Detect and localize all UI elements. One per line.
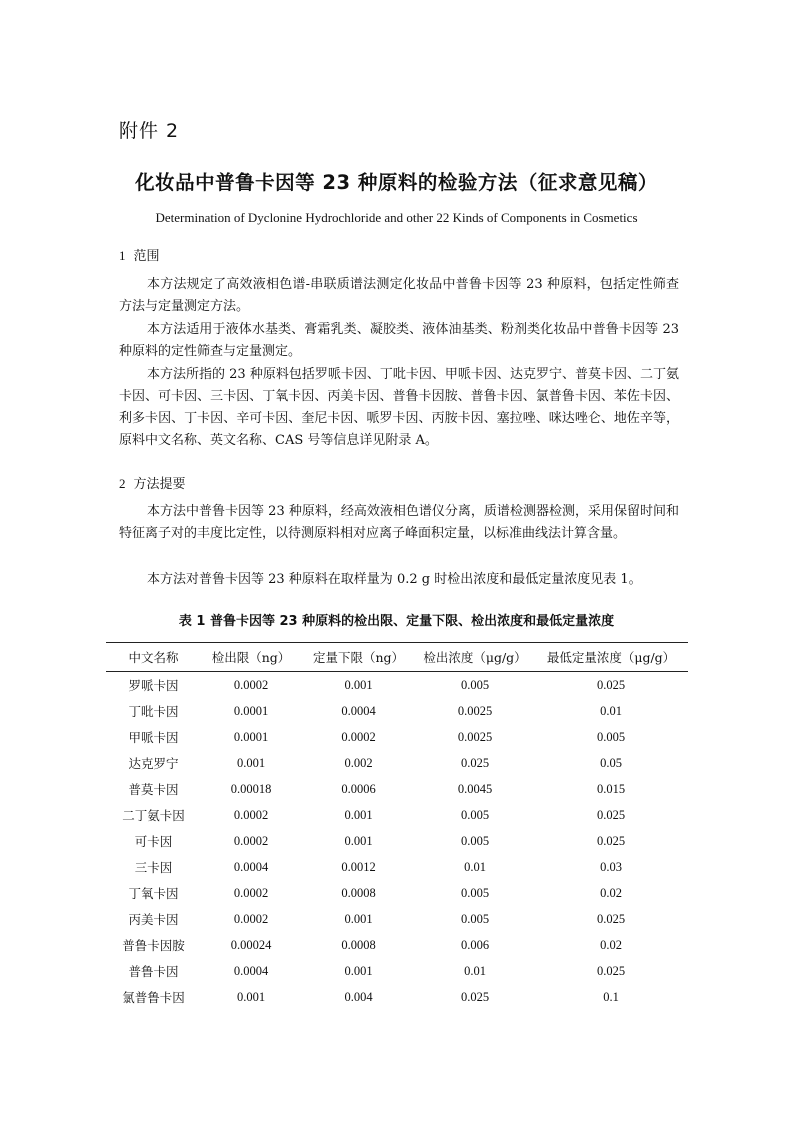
section-2-paragraph-2: 本方法对普鲁卡因等 23 种原料在取样量为 0.2 g 时检出浓度和最低定量浓度见表 1。 xyxy=(147,572,642,587)
cell-name: 普鲁卡因胺 xyxy=(122,938,185,953)
cell-name: 普莫卡因 xyxy=(128,782,179,797)
cell-loq: 0.0004 xyxy=(341,703,376,718)
cell-lod: 0.00024 xyxy=(230,937,272,952)
cell-loq: 0.001 xyxy=(344,963,373,978)
section-1-number: 1 xyxy=(119,248,126,263)
cell-detection-concentration: 0.01 xyxy=(464,963,486,978)
document-subtitle-english: Determination of Dyclonine Hydrochloride and other 22 Kinds of Components in Cosmetics xyxy=(155,210,638,225)
cell-min-quantitation-concentration: 0.025 xyxy=(596,677,626,692)
cell-name: 甲哌卡因 xyxy=(128,730,179,745)
cell-loq: 0.0012 xyxy=(341,859,376,874)
section-1-paragraph-2: 本方法适用于液体水基类、膏霜乳类、凝胶类、液体油基类、粉剂类化妆品中普鲁卡因等 23 种原料的定性筛查与定量测定。 xyxy=(119,322,679,359)
cell-min-quantitation-concentration: 0.02 xyxy=(600,885,622,900)
cell-loq: 0.001 xyxy=(344,677,373,692)
table-row xyxy=(106,776,688,802)
section-2-title: 方法提要 xyxy=(133,477,186,492)
column-header-detection-concentration: 检出浓度（μg/g） xyxy=(423,650,527,665)
cell-detection-concentration: 0.005 xyxy=(460,807,490,822)
section-1-paragraph-1: 本方法规定了高效液相色谱-串联质谱法测定化妆品中普鲁卡因等 23 种原料，包括定性筛查方法与定量测定方法。 xyxy=(119,277,679,314)
cell-detection-concentration: 0.005 xyxy=(460,885,490,900)
cell-loq: 0.001 xyxy=(344,911,373,926)
section-1-paragraph-3: 本方法所指的 23 种原料包括罗哌卡因、丁吡卡因、甲哌卡因、达克罗宁、普莫卡因、二丁氨卡因、可卡因、三卡因、丁氧卡因、丙美卡因、普鲁卡因胺、普鲁卡因、氯普鲁卡因、苯佐卡因、利多卡因、丁卡因、辛可卡因、奎尼卡因、哌罗卡因、丙胺卡因、塞拉唑、咪达唑仑、地佐辛等，原料中文名称、英文名称、CAS 号等信息详见附录 A。 xyxy=(119,367,679,448)
cell-name: 达克罗宁 xyxy=(128,756,179,771)
cell-loq: 0.0002 xyxy=(341,729,376,744)
cell-min-quantitation-concentration: 0.025 xyxy=(596,833,626,848)
cell-min-quantitation-concentration: 0.025 xyxy=(596,963,626,978)
column-header-name: 中文名称 xyxy=(128,650,179,665)
section-1-title: 范围 xyxy=(133,249,160,264)
cell-name: 丁氧卡因 xyxy=(128,886,179,901)
cell-detection-concentration: 0.0025 xyxy=(457,729,493,744)
annex-label: 附件 2 xyxy=(119,120,180,142)
cell-min-quantitation-concentration: 0.015 xyxy=(596,781,626,796)
cell-lod: 0.0002 xyxy=(233,677,269,692)
cell-loq: 0.002 xyxy=(344,755,373,770)
table-row xyxy=(106,932,688,958)
cell-lod: 0.0002 xyxy=(233,807,269,822)
cell-lod: 0.001 xyxy=(236,755,266,770)
cell-detection-concentration: 0.005 xyxy=(460,677,490,692)
section-2-paragraph-1: 本方法中普鲁卡因等 23 种原料，经高效液相色谱仪分离，质谱检测器检测，采用保留时间和特征离子对的丰度比定性，以待测原料相对应离子峰面积定量，以标准曲线法计算含量。 xyxy=(119,504,679,541)
cell-min-quantitation-concentration: 0.025 xyxy=(596,807,626,822)
cell-lod: 0.0001 xyxy=(233,703,269,718)
table-header-row xyxy=(106,643,688,672)
cell-name: 二丁氨卡因 xyxy=(122,808,185,823)
section-2-number: 2 xyxy=(119,476,126,491)
cell-detection-concentration: 0.005 xyxy=(460,833,490,848)
detection-limits-table xyxy=(106,642,688,1010)
cell-name: 可卡因 xyxy=(134,834,173,849)
table-row xyxy=(106,984,688,1010)
cell-detection-concentration: 0.006 xyxy=(460,937,490,952)
cell-detection-concentration: 0.025 xyxy=(460,989,490,1004)
cell-loq: 0.001 xyxy=(344,833,373,848)
cell-name: 氯普鲁卡因 xyxy=(122,990,185,1005)
cell-loq: 0.0006 xyxy=(341,781,376,796)
table-row xyxy=(106,880,688,906)
cell-loq: 0.004 xyxy=(344,989,373,1004)
cell-lod: 0.0001 xyxy=(233,729,269,744)
document-title: 化妆品中普鲁卡因等 23 种原料的检验方法（征求意见稿） xyxy=(135,171,658,194)
cell-lod: 0.001 xyxy=(236,989,266,1004)
cell-name: 丁吡卡因 xyxy=(128,704,179,719)
cell-detection-concentration: 0.025 xyxy=(460,755,490,770)
cell-detection-concentration: 0.005 xyxy=(460,911,490,926)
cell-loq: 0.0008 xyxy=(341,937,376,952)
section-2-heading xyxy=(119,473,186,492)
cell-lod: 0.0002 xyxy=(233,885,269,900)
section-1-heading xyxy=(119,245,160,264)
cell-name: 罗哌卡因 xyxy=(128,678,179,693)
cell-name: 三卡因 xyxy=(134,860,173,875)
cell-detection-concentration: 0.01 xyxy=(464,859,486,874)
cell-min-quantitation-concentration: 0.05 xyxy=(600,755,622,770)
column-header-min-quantitation-concentration: 最低定量浓度（μg/g） xyxy=(546,650,676,665)
table-caption: 表 1 普鲁卡因等 23 种原料的检出限、定量下限、检出浓度和最低定量浓度 xyxy=(178,614,615,629)
table-row xyxy=(106,698,688,724)
table-row xyxy=(106,906,688,932)
cell-min-quantitation-concentration: 0.1 xyxy=(603,989,619,1004)
cell-loq: 0.001 xyxy=(344,807,373,822)
cell-min-quantitation-concentration: 0.005 xyxy=(596,729,626,744)
cell-detection-concentration: 0.0025 xyxy=(457,703,493,718)
cell-lod: 0.00018 xyxy=(230,781,272,796)
table-row xyxy=(106,802,688,828)
cell-lod: 0.0002 xyxy=(233,833,269,848)
table-row xyxy=(106,672,688,699)
cell-detection-concentration: 0.0045 xyxy=(457,781,493,796)
column-header-loq: 定量下限（ng） xyxy=(312,650,405,665)
table-row xyxy=(106,828,688,854)
cell-name: 丙美卡因 xyxy=(128,912,179,927)
cell-min-quantitation-concentration: 0.025 xyxy=(596,911,626,926)
cell-lod: 0.0002 xyxy=(233,911,269,926)
cell-min-quantitation-concentration: 0.01 xyxy=(600,703,622,718)
table-row xyxy=(106,854,688,880)
column-header-lod: 检出限（ng） xyxy=(211,650,291,665)
cell-lod: 0.0004 xyxy=(233,859,269,874)
cell-min-quantitation-concentration: 0.03 xyxy=(600,859,622,874)
cell-name: 普鲁卡因 xyxy=(128,964,179,979)
table-row xyxy=(106,724,688,750)
table-row xyxy=(106,750,688,776)
table-row xyxy=(106,958,688,984)
cell-lod: 0.0004 xyxy=(233,963,269,978)
cell-min-quantitation-concentration: 0.02 xyxy=(600,937,622,952)
cell-loq: 0.0008 xyxy=(341,885,376,900)
